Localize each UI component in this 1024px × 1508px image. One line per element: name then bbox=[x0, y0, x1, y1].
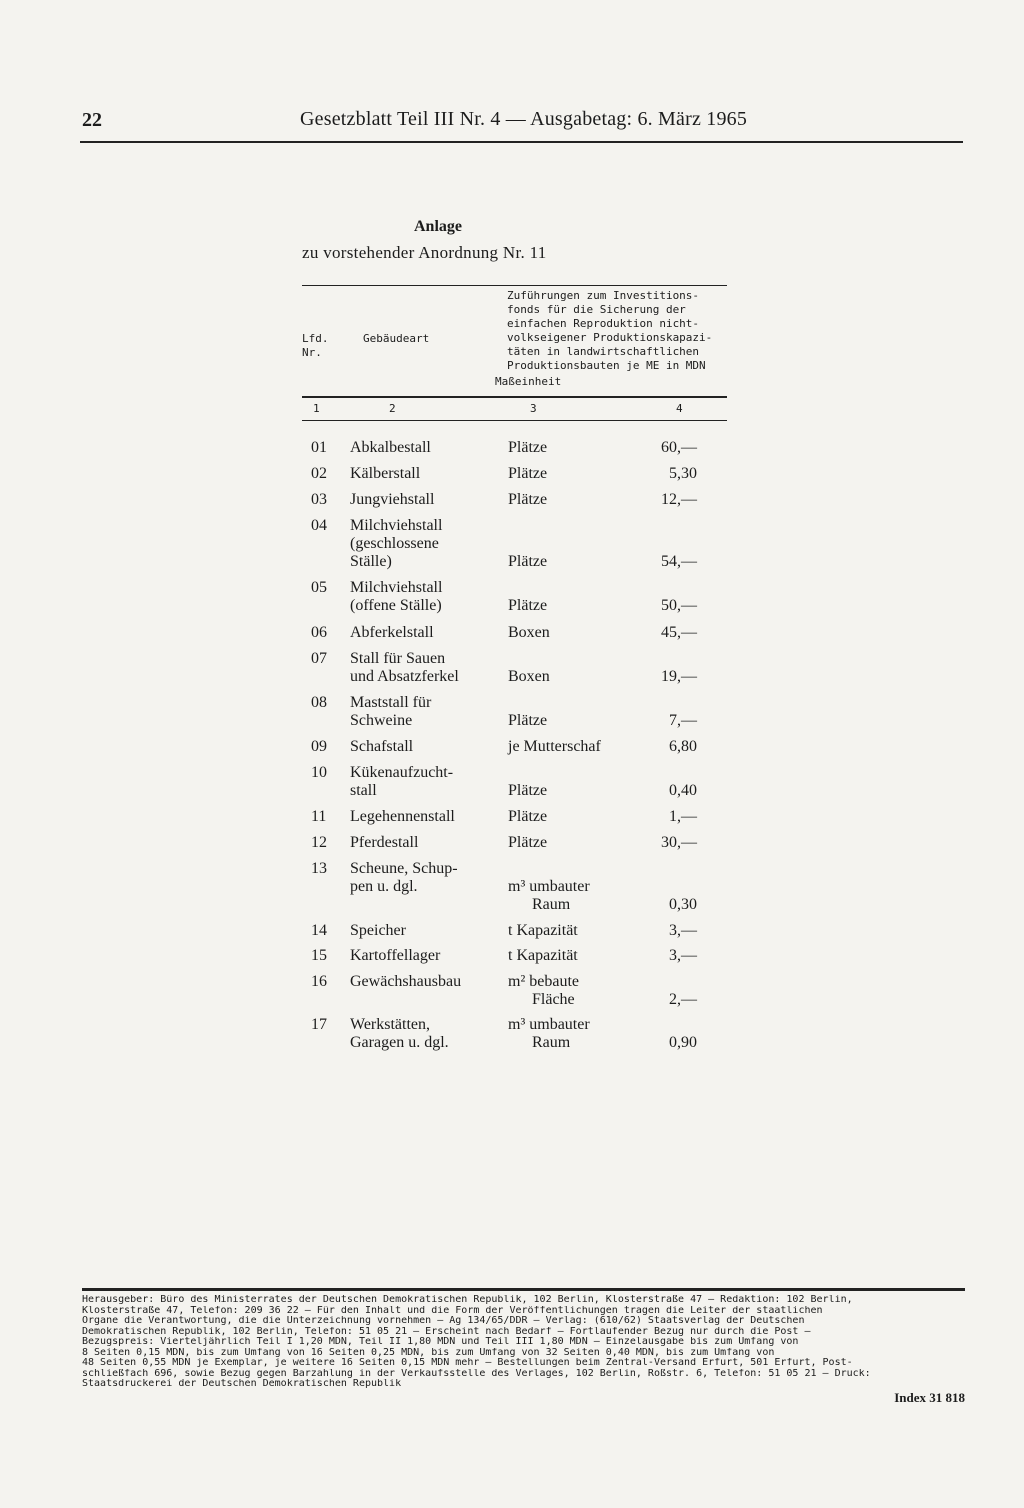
row-number: 16 bbox=[311, 973, 327, 990]
building-type: Abferkelstall bbox=[350, 624, 434, 641]
building-type: Maststall für Schweine bbox=[350, 694, 432, 729]
imprint-line: 8 Seiten 0,15 MDN, bis zum Umfang von 16 Seiten 0,25 MDN, bis zum Umfang von 32 Seiten 0,40 MDN, bis zum Umfang von bbox=[82, 1347, 775, 1358]
row-number: 13 bbox=[311, 860, 327, 877]
building-type: Scheune, Schup- pen u. dgl. bbox=[350, 860, 458, 895]
unit-of-measure: m³ umbauter bbox=[508, 1016, 590, 1033]
unit-of-measure: t Kapazität bbox=[508, 947, 578, 964]
row-number: 06 bbox=[311, 624, 327, 641]
row-number: 07 bbox=[311, 650, 327, 667]
unit-of-measure: Plätze bbox=[508, 782, 548, 799]
annex-title: Anlage bbox=[414, 218, 462, 235]
allocation-value: 0,40 bbox=[669, 782, 697, 799]
running-title: Gesetzblatt Teil III Nr. 4 — Ausgabetag: 6. März 1965 bbox=[300, 108, 748, 130]
allocation-value: 30,— bbox=[661, 834, 697, 851]
building-type: Gewächshausbau bbox=[350, 973, 462, 990]
table-rule-low bbox=[302, 420, 727, 421]
allocation-value: 0,90 bbox=[669, 1034, 697, 1051]
building-type: Schafstall bbox=[350, 738, 414, 755]
unit-of-measure: Plätze bbox=[508, 465, 548, 482]
row-number: 11 bbox=[311, 808, 327, 825]
row-number: 03 bbox=[311, 491, 327, 508]
unit-of-measure: Boxen bbox=[508, 624, 550, 641]
imprint-line: Bezugspreis: Vierteljährlich Teil I 1,20 MDN, Teil II 1,80 MDN und Teil III 1,80 MDN — Einzelausgabe bis zum Umfang von bbox=[82, 1337, 799, 1347]
allocation-value: 12,— bbox=[661, 491, 697, 508]
row-number: 10 bbox=[311, 764, 327, 781]
allocation-value: 45,— bbox=[661, 624, 697, 641]
unit-of-measure: Plätze bbox=[508, 597, 548, 614]
allocation-value: 2,— bbox=[669, 991, 697, 1008]
unit-of-measure: Plätze bbox=[508, 439, 548, 456]
row-number: 08 bbox=[311, 694, 327, 711]
allocation-value: 0,30 bbox=[669, 896, 697, 913]
allocation-value: 5,30 bbox=[669, 465, 697, 482]
allocation-value: 3,— bbox=[669, 947, 697, 964]
building-type: Milchviehstall (geschlossene Ställe) bbox=[350, 517, 443, 570]
row-number: 15 bbox=[311, 947, 327, 964]
footer-rule bbox=[82, 1288, 965, 1291]
row-number: 04 bbox=[311, 517, 327, 534]
allocation-value: 60,— bbox=[661, 439, 697, 456]
allocation-value: 54,— bbox=[661, 553, 697, 570]
row-number: 02 bbox=[311, 465, 327, 482]
unit-of-measure-cont: Raum bbox=[532, 1034, 571, 1051]
allocation-value: 3,— bbox=[669, 922, 697, 939]
imprint bbox=[82, 1295, 965, 1390]
unit-of-measure: t Kapazität bbox=[508, 922, 578, 939]
unit-of-measure: Plätze bbox=[508, 712, 548, 729]
column-header-value: Zuführungen zum Investitions- fonds für die Sicherung der einfachen Reproduktion nicht- volkseigener Produktionskapazi- täten in landwirtschaftlichen Produktionsbauten je ME in MDN bbox=[507, 289, 713, 372]
column-header-building-type: Gebäudeart bbox=[363, 332, 430, 345]
building-type: Speicher bbox=[350, 922, 406, 939]
row-number: 09 bbox=[311, 738, 327, 755]
row-number: 12 bbox=[311, 834, 327, 851]
column-number-4: 4 bbox=[676, 402, 683, 415]
table-rule-top bbox=[302, 285, 727, 286]
unit-of-measure: Plätze bbox=[508, 553, 548, 570]
building-type: Abkalbestall bbox=[350, 439, 431, 456]
column-header-unit: Maßeinheit bbox=[495, 375, 562, 388]
unit-of-measure: je Mutterschaf bbox=[508, 738, 601, 755]
imprint-line: Herausgeber: Büro des Ministerrates der Deutschen Demokratischen Republik, 102 Berlin, Klosterstraße 47 — Redaktion: 102 Berlin, bbox=[82, 1295, 853, 1305]
column-number-3: 3 bbox=[530, 402, 537, 415]
page-number: 22 bbox=[82, 109, 102, 131]
allocation-value: 50,— bbox=[661, 597, 697, 614]
building-type: Jungviehstall bbox=[350, 491, 435, 508]
index-number: Index 31 818 bbox=[894, 1390, 965, 1405]
building-type: Stall für Sauen und Absatzferkel bbox=[350, 650, 459, 685]
row-number: 17 bbox=[311, 1016, 327, 1033]
allocation-value: 6,80 bbox=[669, 738, 697, 755]
imprint-line: Organe die Verantwortung, die die Unterzeichnung vornehmen — Ag 134/65/DDR — Verlag: (610/62) Staatsverlag der Deutschen bbox=[82, 1316, 805, 1326]
column-header-nr: Lfd. Nr. bbox=[302, 332, 329, 359]
imprint-line: schließfach 696, sowie Bezug gegen Barzahlung in der Verkaufsstelle des Verlages, 102 Berlin, Roßstr. 6, Telefon: 51 05 21 — Druck: bbox=[82, 1368, 871, 1379]
building-type: Kartoffellager bbox=[350, 947, 441, 964]
building-type: Kälberstall bbox=[350, 465, 421, 482]
row-number: 01 bbox=[311, 439, 327, 456]
unit-of-measure: m² bebaute bbox=[508, 973, 579, 990]
unit-of-measure-cont: Raum bbox=[532, 896, 571, 913]
unit-of-measure: m³ umbauter bbox=[508, 878, 590, 895]
imprint-line: Staatsdruckerei der Deutschen Demokratischen Republik bbox=[82, 1379, 402, 1389]
unit-of-measure-cont: Fläche bbox=[532, 991, 575, 1008]
building-type: Pferdestall bbox=[350, 834, 419, 851]
unit-of-measure: Boxen bbox=[508, 668, 550, 685]
annex-subtitle: zu vorstehender Anordnung Nr. 11 bbox=[302, 243, 547, 262]
column-number-1: 1 bbox=[313, 402, 320, 415]
allocation-value: 19,— bbox=[661, 668, 697, 685]
unit-of-measure: Plätze bbox=[508, 491, 548, 508]
imprint-line: 48 Seiten 0,55 MDN je Exemplar, je weitere 16 Seiten 0,15 MDN mehr — Bestellungen beim Zentral-Versand Erfurt, 501 Erfurt, Post- bbox=[82, 1358, 853, 1368]
unit-of-measure: Plätze bbox=[508, 808, 548, 825]
allocation-value: 7,— bbox=[669, 712, 697, 729]
building-type: Kükenaufzucht- stall bbox=[350, 764, 454, 799]
column-number-2: 2 bbox=[389, 402, 396, 415]
unit-of-measure: Plätze bbox=[508, 834, 548, 851]
imprint-line: Klosterstraße 47, Telefon: 209 36 22 — Für den Inhalt und die Form der Veröffentlichungen tragen die Leiter der staatlichen bbox=[82, 1305, 823, 1316]
row-number: 14 bbox=[311, 922, 327, 939]
table-rule-mid bbox=[302, 396, 727, 398]
building-type: Milchviehstall (offene Ställe) bbox=[350, 579, 443, 614]
imprint-line: Demokratischen Republik, 102 Berlin, Telefon: 51 05 21 — Erscheint nach Bedarf — Fortlaufender Bezug nur durch die Post — bbox=[82, 1326, 811, 1337]
row-number: 05 bbox=[311, 579, 327, 596]
building-type: Legehennenstall bbox=[350, 808, 455, 825]
header-rule bbox=[80, 141, 963, 143]
allocation-value: 1,— bbox=[669, 808, 697, 825]
building-type: Werkstätten, Garagen u. dgl. bbox=[350, 1016, 449, 1051]
